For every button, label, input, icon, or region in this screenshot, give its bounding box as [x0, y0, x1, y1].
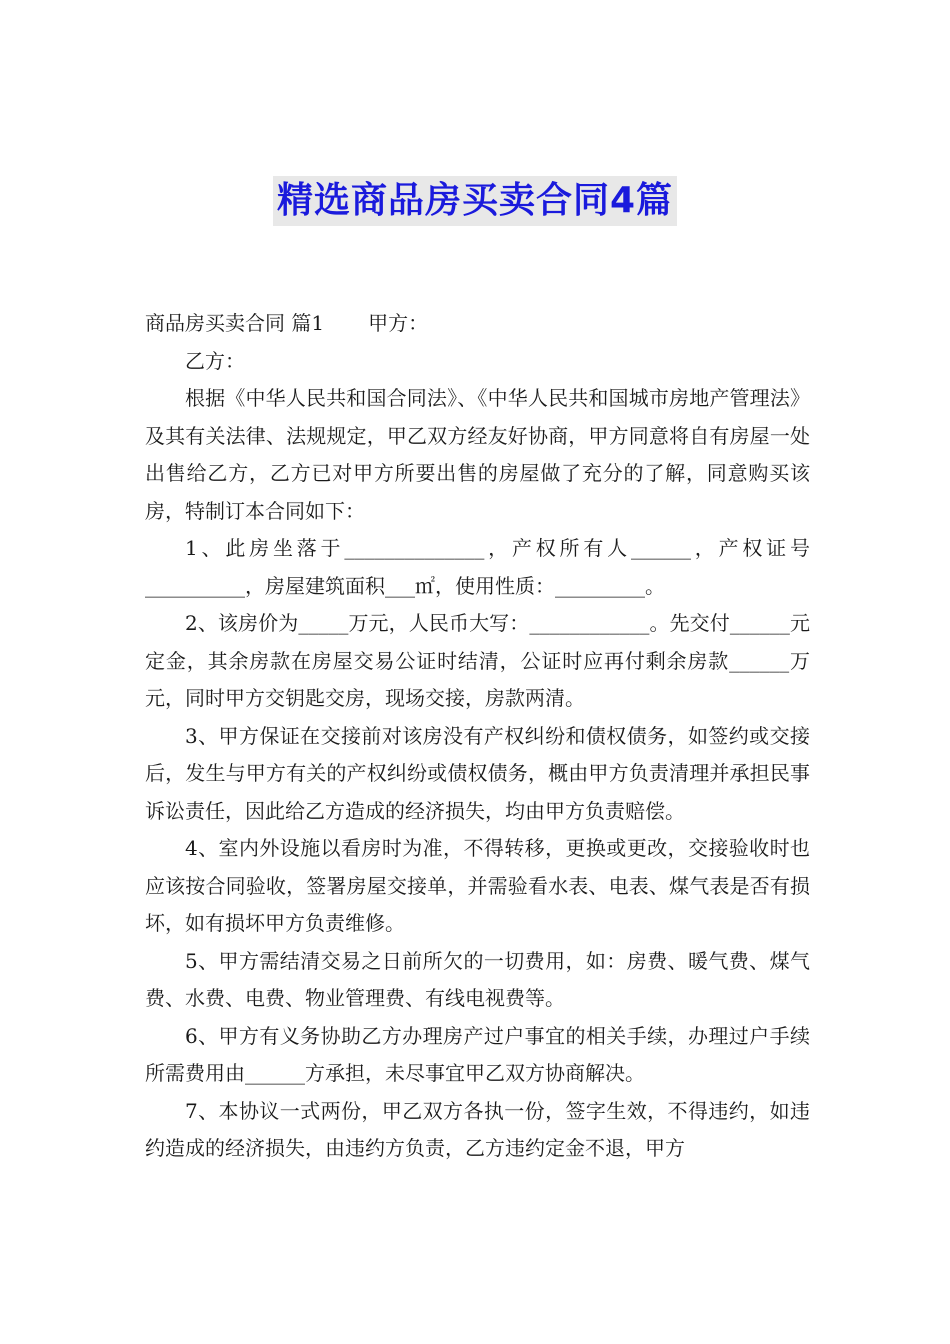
- first-line: [145, 305, 810, 343]
- clause-6: 6、甲方有义务协助乙方办理房产过户事宜的相关手续，办理过户手续所需费用由______方承担，未尽事宜甲乙双方协商解决。: [145, 1023, 810, 1085]
- clause-2: 2、该房价为_____万元，人民币大写：____________。先交付______元定金，其余房款在房屋交易公证时结清，公证时应再付剩余房款______万元，同时甲方交钥匙交房，现场交接，房款两清。: [145, 611, 810, 710]
- document-title: 精选商品房买卖合同4篇: [273, 176, 677, 226]
- clause-4: 4、室内外设施以看房时为准，不得转移，更换或更改，交接验收时也应该按合同验收，签署房屋交接单，并需验看水表、电表、煤气表是否有损坏，如有损坏甲方负责维修。: [145, 836, 810, 935]
- clause-5: 5、甲方需结清交易之日前所欠的一切费用，如：房费、暖气费、煤气费、水费、电费、物业管理费、有线电视费等。: [145, 948, 810, 1010]
- contract-heading: 商品房买卖合同 篇1: [145, 311, 325, 335]
- clause-1: 1、此房坐落于______________，产权所有人______，产权证号__________，房屋建筑面积___㎡，使用性质：_________。: [145, 536, 810, 598]
- clause-7: 7、本协议一式两份，甲乙双方各执一份，签字生效，不得违约，如违约造成的经济损失，由违约方负责，乙方违约定金不退，甲方: [145, 1098, 810, 1160]
- clause-3: 3、甲方保证在交接前对该房没有产权纠纷和债权债务，如签约或交接后，发生与甲方有关的产权纠纷或债权债务，概由甲方负责清理并承担民事诉讼责任，因此给乙方造成的经济损失，均由甲方负责赔偿。: [145, 723, 810, 823]
- party-b-paragraph: 乙方：: [185, 348, 245, 373]
- document-body: [145, 305, 810, 1168]
- title-container: [0, 176, 950, 226]
- preamble-paragraph: 根据《中华人民共和国合同法》、《中华人民共和国城市房地产管理法》及其有关法律、法规规定，甲乙双方经友好协商，甲方同意将自有房屋一处出售给乙方，乙方已对甲方所要出售的房屋做了充分的了解，同意购买该房，特制订本合同如下：: [145, 386, 810, 523]
- party-a-label: 甲方：: [368, 311, 429, 335]
